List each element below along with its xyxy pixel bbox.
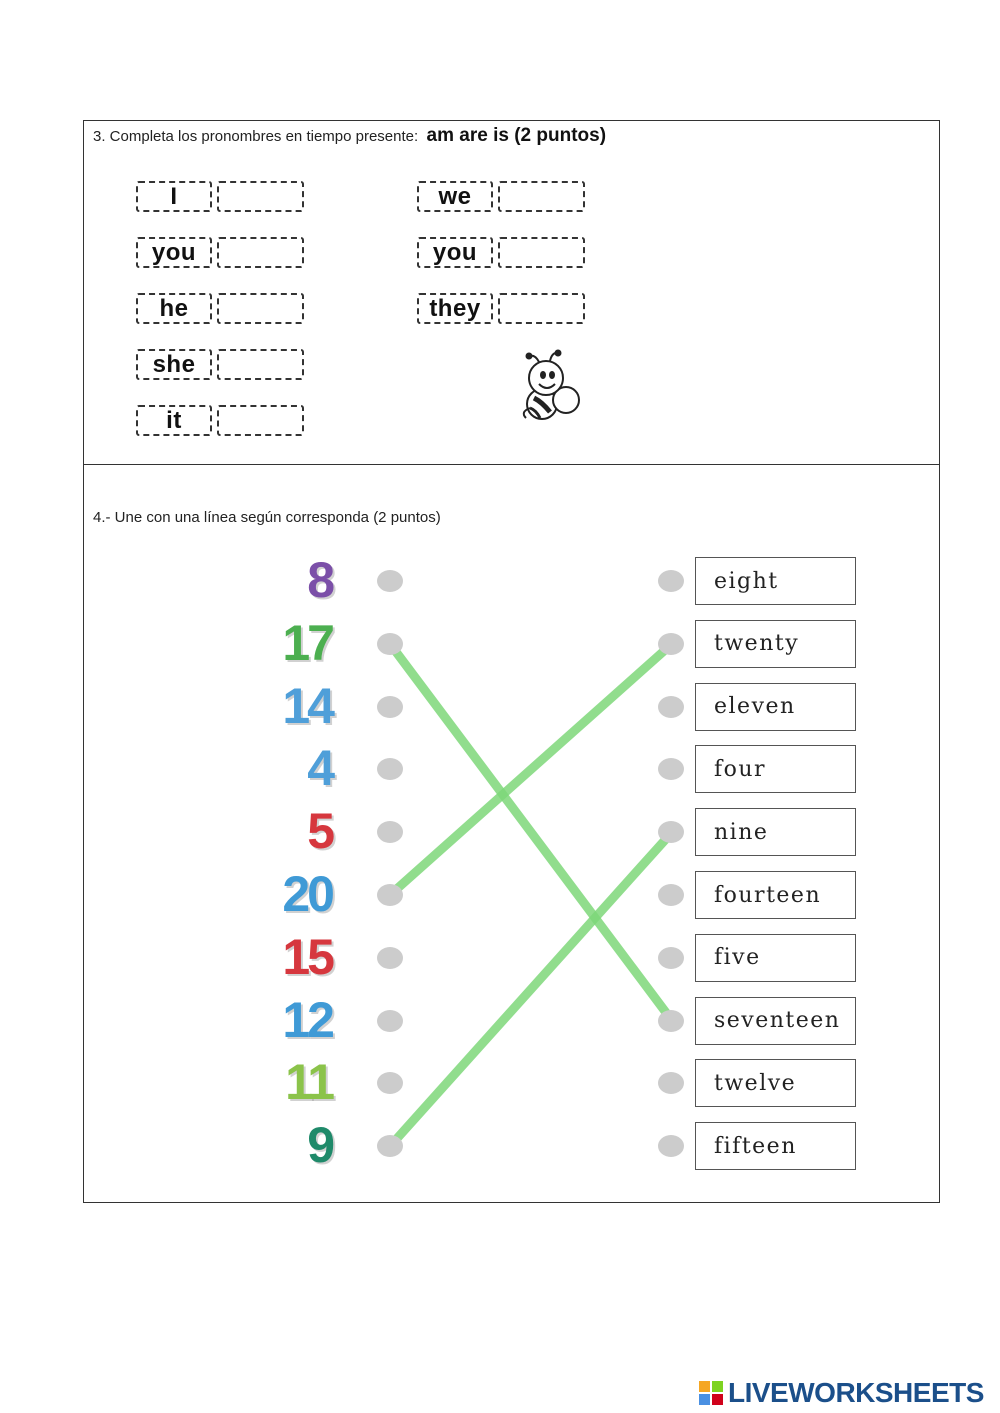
- word-box-seventeen: seventeen: [695, 997, 856, 1045]
- right-match-dot[interactable]: [658, 947, 684, 969]
- pronoun-label-left-3: she: [136, 349, 212, 380]
- number-label-11: 11: [285, 1054, 332, 1111]
- word-box-eight: eight: [695, 557, 856, 605]
- number-label-4: 4: [307, 740, 332, 797]
- pronoun-label-left-4: it: [136, 405, 212, 436]
- verb-blank-input[interactable]: [498, 237, 585, 268]
- verb-blank-input[interactable]: [217, 181, 304, 212]
- match-line: [390, 644, 672, 895]
- number-label-8: 8: [307, 552, 332, 608]
- right-match-dot[interactable]: [658, 570, 684, 592]
- number-label-9: 9: [307, 1117, 332, 1174]
- right-match-dot[interactable]: [658, 884, 684, 906]
- verb-blank-input[interactable]: [217, 293, 304, 324]
- left-match-dot[interactable]: [377, 633, 403, 655]
- left-match-dot[interactable]: [377, 570, 403, 592]
- number-label-14: 14: [282, 677, 332, 734]
- verb-options: am are is (2 puntos): [426, 125, 607, 146]
- verb-blank-input[interactable]: [217, 405, 304, 436]
- word-box-twelve: twelve: [695, 1059, 856, 1107]
- brand-text: LIVEWORKSHEETS: [728, 1377, 984, 1408]
- word-box-eleven: eleven: [695, 683, 856, 731]
- right-match-dot[interactable]: [658, 633, 684, 655]
- left-match-dot[interactable]: [377, 1010, 403, 1032]
- matching-instruction: 4.- Une con una línea según corresponda (2 puntos): [93, 509, 441, 526]
- word-box-fourteen: fourteen: [695, 871, 856, 919]
- pronoun-label-right-1: you: [417, 237, 493, 268]
- pronoun-label-left-2: he: [136, 293, 212, 324]
- liveworksheets-logo: [698, 1378, 984, 1408]
- number-label-12: 12: [282, 991, 332, 1048]
- number-label-20: 20: [282, 866, 332, 922]
- word-box-four: four: [695, 745, 856, 793]
- number-label-5: 5: [307, 803, 332, 860]
- left-match-dot[interactable]: [377, 947, 403, 969]
- right-match-dot[interactable]: [658, 696, 684, 718]
- word-box-nine: nine: [695, 808, 856, 856]
- left-match-dot[interactable]: [377, 696, 403, 718]
- word-box-fifteen: fifteen: [695, 1122, 856, 1170]
- pronoun-label-right-2: they: [417, 293, 493, 324]
- pronoun-label-left-1: you: [136, 237, 212, 268]
- pronoun-label-right-0: we: [417, 181, 493, 212]
- word-box-twenty: twenty: [695, 620, 856, 668]
- pronoun-instruction-text: 3. Completa los pronombres en tiempo presente:: [93, 128, 419, 145]
- verb-blank-input[interactable]: [498, 181, 585, 212]
- number-label-15: 15: [282, 928, 332, 985]
- left-match-dot[interactable]: [377, 884, 403, 906]
- right-match-dot[interactable]: [658, 1010, 684, 1032]
- number-label-17: 17: [282, 614, 332, 671]
- verb-blank-input[interactable]: [498, 293, 585, 324]
- verb-blank-input[interactable]: [217, 349, 304, 380]
- word-box-five: five: [695, 934, 856, 982]
- match-line: [390, 644, 672, 1021]
- pronoun-label-left-0: I: [136, 181, 212, 212]
- brand-icon: [698, 1380, 724, 1406]
- verb-blank-input[interactable]: [217, 237, 304, 268]
- match-line: [390, 832, 672, 1146]
